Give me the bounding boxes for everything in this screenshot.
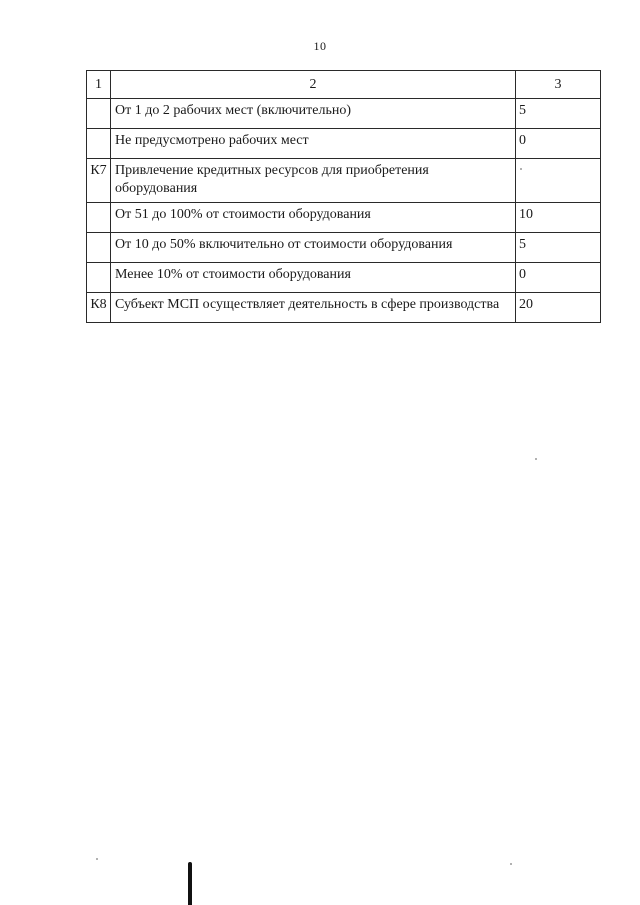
criterion-score: 5 (516, 99, 601, 129)
criteria-table (86, 70, 601, 323)
column-header-1: 1 (87, 71, 111, 99)
table-row (87, 233, 601, 263)
table-row (87, 159, 601, 203)
criterion-score: 10 (516, 203, 601, 233)
table-row (87, 129, 601, 159)
criterion-code (87, 129, 111, 159)
table-header-row (87, 71, 601, 99)
scan-speck (535, 458, 537, 460)
scan-speck (96, 858, 98, 860)
table-row (87, 99, 601, 129)
criterion-score: 0 (516, 263, 601, 293)
criterion-text: От 10 до 50% включительно от стоимости оборудования (111, 233, 516, 263)
criterion-text: От 51 до 100% от стоимости оборудования (111, 203, 516, 233)
criterion-code (87, 263, 111, 293)
criterion-code (87, 233, 111, 263)
criterion-code (87, 99, 111, 129)
scan-speck (520, 168, 522, 170)
criterion-score (516, 159, 601, 203)
criterion-score: 0 (516, 129, 601, 159)
table-row (87, 263, 601, 293)
page-number: 10 (313, 39, 327, 53)
criterion-code: К7 (87, 159, 111, 203)
criterion-text: Привлечение кредитных ресурсов для приобретения оборудования (111, 159, 516, 203)
scan-artifact-mark (188, 862, 192, 905)
column-header-3: 3 (516, 71, 601, 99)
criterion-text: От 1 до 2 рабочих мест (включительно) (111, 99, 516, 129)
criterion-score: 20 (516, 293, 601, 323)
criterion-text: Субъект МСП осуществляет деятельность в сфере производства (111, 293, 516, 323)
criterion-code (87, 203, 111, 233)
table-row (87, 203, 601, 233)
criterion-code: К8 (87, 293, 111, 323)
table-row (87, 293, 601, 323)
column-header-2: 2 (111, 71, 516, 99)
scan-speck (510, 863, 512, 865)
criterion-text: Не предусмотрено рабочих мест (111, 129, 516, 159)
criterion-text: Менее 10% от стоимости оборудования (111, 263, 516, 293)
criterion-score: 5 (516, 233, 601, 263)
